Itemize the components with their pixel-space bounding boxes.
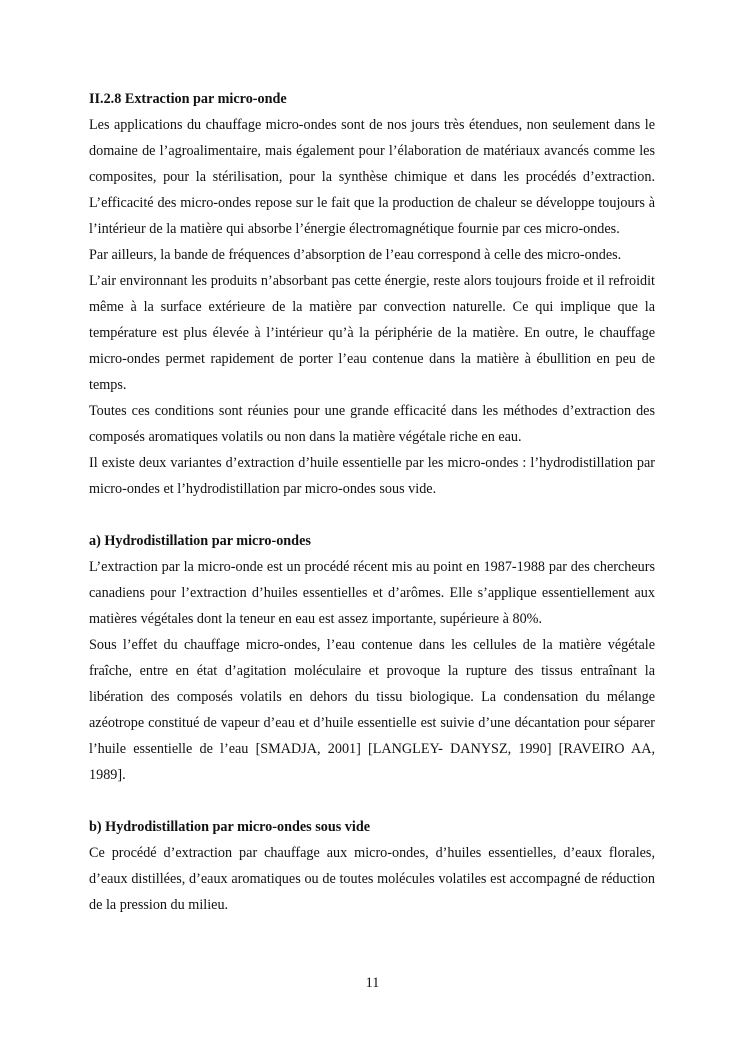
section-heading: II.2.8 Extraction par micro-onde: [89, 91, 287, 107]
paragraph: Les applications du chauffage micro-ondes sont de nos jours très étendues, non seulement dans le domaine de l’agroalimentaire, mais également pour l’élaboration de matériaux avancés comme les composites, pour la stérilisation, pour la synthèse chimique et dans les procédés d’extraction. L’efficacité des micro-ondes repose sur le fait que la production de chaleur se développe toujours à l’intérieur de la matière qui absorbe l’énergie électromagnétique fournie par ces micro-ondes.: [89, 117, 655, 237]
paragraph: Ce procédé d’extraction par chauffage aux micro-ondes, d’huiles essentielles, d’eaux florales, d’eaux distillées, d’eaux aromatiques ou de toutes molécules volatiles est accompagné de réduction de la pression du milieu.: [89, 845, 655, 913]
paragraph: L’air environnant les produits n’absorbant pas cette énergie, reste alors toujours froide et il refroidit même à la surface extérieure de la matière par convection naturelle. Ce qui implique que la température est plus élevée à l’intérieur qu’à la périphérie de la matière. En outre, le chauffage micro-ondes permet rapidement de porter l’eau contenue dans la matière à ébullition en peu de temps.: [89, 273, 655, 393]
paragraph-gap: [89, 788, 655, 814]
text-column: [89, 86, 655, 918]
paragraph: Par ailleurs, la bande de fréquences d’absorption de l’eau correspond à celle des micro-ondes.: [89, 247, 622, 263]
subsection-a-heading: a) Hydrodistillation par micro-ondes: [89, 533, 311, 549]
paragraph-gap: [89, 502, 655, 528]
paragraph: Sous l’effet du chauffage micro-ondes, l’eau contenue dans les cellules de la matière végétale fraîche, entre en état d’agitation moléculaire et provoque la rupture des tissus entraînant la libération des composés volatils en dehors du tissu biologique. La condensation du mélange azéotrope constitué de vapeur d’eau et d’huile essentielle est suivie d’une décantation pour séparer l’huile essentielle de l’eau [SMADJA, 2001] [LANGLEY- DANYSZ, 1990] [RAVEIRO AA, 1989].: [89, 637, 655, 783]
paragraph: Toutes ces conditions sont réunies pour une grande efficacité dans les méthodes d’extraction des composés aromatiques volatils ou non dans la matière végétale riche en eau.: [89, 403, 655, 445]
page-number: 11: [365, 975, 380, 991]
subsection-b-heading: b) Hydrodistillation par micro-ondes sous vide: [89, 819, 371, 835]
paragraph: L’extraction par la micro-onde est un procédé récent mis au point en 1987-1988 par des chercheurs canadiens pour l’extraction d’huiles essentielles et d’arômes. Elle s’applique essentiellement aux matières végétales dont la teneur en eau est assez importante, supérieure à 80%.: [89, 559, 655, 627]
paragraph: Il existe deux variantes d’extraction d’huile essentielle par les micro-ondes : l’hydrodistillation par micro-ondes et l’hydrodistillation par micro-ondes sous vide.: [89, 455, 655, 497]
